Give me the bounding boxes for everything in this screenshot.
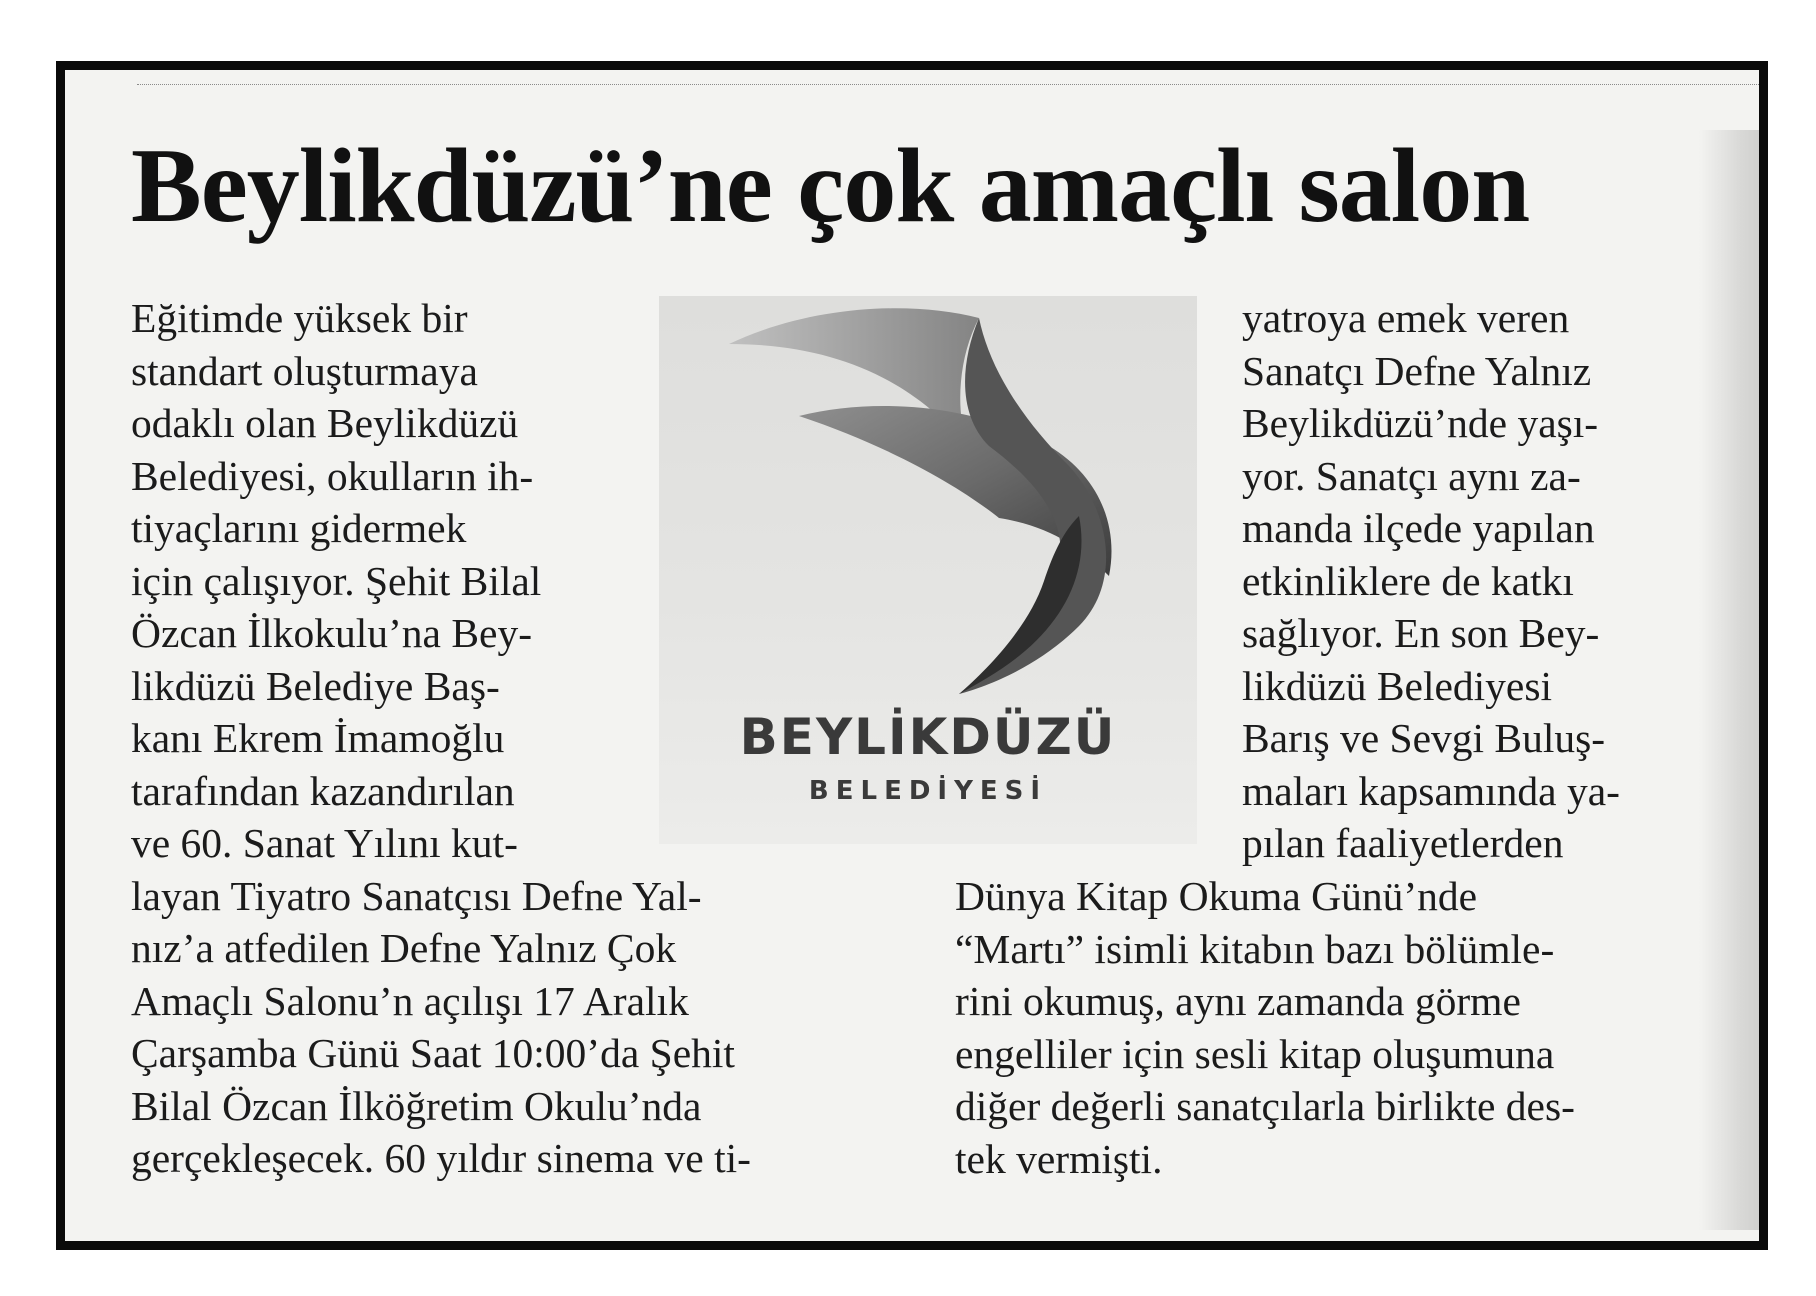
article-line: nız’a atfedilen Defne Yalnız Çok [131, 925, 677, 971]
article-line: rini okumuş, aynı zamanda görme [955, 978, 1521, 1024]
article-line: Dünya Kitap Okuma Günü’nde [955, 873, 1478, 919]
article-line: etkinliklere de katkı [1242, 557, 1574, 604]
article-line: layan Tiyatro Sanatçısı Defne Yal- [131, 872, 702, 919]
article-line: Bilal Özcan İlköğretim Okulu’nda [131, 1082, 702, 1129]
article-line: sağlıyor. En son Bey- [1242, 610, 1600, 656]
article-line: pılan faaliyetlerden [1242, 820, 1564, 866]
article-line: diğer değerli sanatçılarla birlikte des- [955, 1083, 1575, 1129]
article-line: engelliler için sesli kitap oluşumuna [955, 1030, 1555, 1077]
article-line: yor. Sanatçı aynı za- [1242, 452, 1581, 499]
article-line: Eğitimde yüksek bir [131, 295, 468, 341]
article-line: Özcan İlkokulu’na Bey- [131, 610, 533, 656]
swallow-bird-icon [659, 296, 1197, 716]
article-line: gerçekleşecek. 60 yıldır sinema ve ti- [131, 1135, 751, 1181]
article-line: “Martı” isimli kitabın bazı bölümle- [955, 925, 1555, 972]
article-headline: Beylikdüzü’ne çok amaçlı salon [131, 127, 1530, 244]
beylikduzu-logo [659, 296, 1197, 844]
article-line: maları kapsamında ya- [1242, 767, 1620, 814]
article-column-left [131, 292, 751, 1185]
article-line: Amaçlı Salonu’n açılışı 17 Aralık [131, 977, 689, 1024]
article-line: Çarşamba Günü Saat 10:00’da Şehit [131, 1030, 735, 1076]
article-line: Beylikdüzü’nde yaşı- [1242, 400, 1599, 446]
newspaper-clipping [56, 61, 1768, 1250]
article-line: Sanatçı Defne Yalnız [1242, 347, 1592, 394]
article-line: tiyaçlarını gidermek [131, 505, 467, 551]
adjacent-article-edge [137, 84, 1759, 85]
article-line: Barış ve Sevgi Buluş- [1242, 715, 1606, 761]
article-line: yatroya emek veren [1242, 295, 1570, 341]
article-line: tarafından kazandırılan [131, 767, 515, 814]
article-line: standart oluşturmaya [131, 347, 478, 394]
article-line: likdüzü Belediye Baş- [131, 662, 500, 709]
article-line: likdüzü Belediyesi [1242, 662, 1553, 709]
logo-name: BEYLİKDÜZÜ [739, 708, 1117, 766]
article-column-bottom [955, 870, 1575, 1185]
article-line: odaklı olan Beylikdüzü [131, 400, 519, 446]
article-line: için çalışıyor. Şehit Bilal [131, 557, 542, 604]
adjacent-page-shadow [1699, 130, 1768, 1230]
article-column-right [1242, 292, 1620, 870]
article-line: kanı Ekrem İmamoğlu [131, 715, 505, 761]
logo-subtitle: BELEDİYESİ [808, 776, 1048, 806]
article-line: manda ilçede yapılan [1242, 505, 1595, 551]
article-line: ve 60. Sanat Yılını kut- [131, 820, 518, 866]
article-line: Belediyesi, okulların ih- [131, 452, 534, 499]
article-line: tek vermişti. [955, 1135, 1163, 1182]
